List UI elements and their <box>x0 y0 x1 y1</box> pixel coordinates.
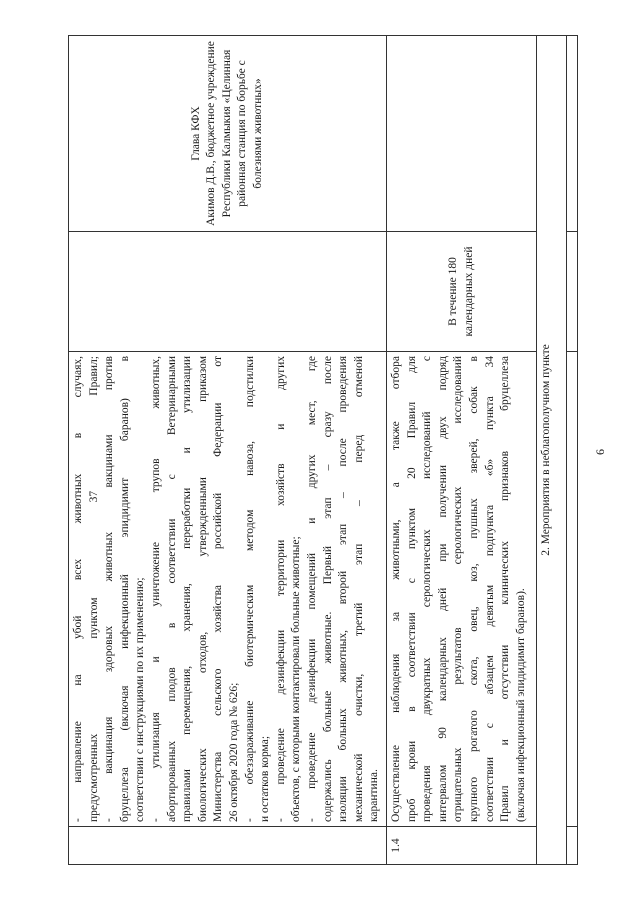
measure-line: - проведение дезинфекции помещений и других мест, где <box>305 356 318 822</box>
responsible-line: Акимов Д.В., бюджетное учреждение <box>205 41 218 226</box>
measure-line: соответствии с инструкциями по их применению; <box>134 577 147 822</box>
rotated-table-container <box>68 35 578 865</box>
table-row <box>387 36 537 865</box>
page-number: 6 <box>593 449 607 455</box>
row-number-cell: 1.4 <box>387 827 537 865</box>
measure-line: 26 октября 2020 года № 626; <box>227 682 240 822</box>
responsible-cell <box>387 36 537 232</box>
measure-line: - вакцинация здоровых животных вакцинами против <box>103 356 116 822</box>
measure-line: карантина. <box>368 769 381 822</box>
measure-cell <box>387 352 537 827</box>
measure-line: - утилизация и уничтожение трупов животных, <box>149 356 162 822</box>
measure-line: проведения двукратных серологических исследований с <box>421 356 434 822</box>
measure-line: биологических отходов, утвержденными приказом <box>196 356 209 822</box>
empty-cell <box>567 232 578 352</box>
measure-line: изоляции больных животных, второй этап – после проведения <box>337 356 350 822</box>
measure-line: проб крови в соответствии с пунктом 20 Правил для <box>405 356 418 822</box>
section-title: 2. Мероприятия в неблагополучном пункте <box>537 36 567 865</box>
measure-line: крупного рогатого скота, овец, коз, пушных зверей, собак в <box>467 356 480 822</box>
measure-line: Осуществление наблюдения за животными, а также отбора <box>390 356 402 822</box>
measure-line: предусмотренных пунктом 37 Правил; <box>87 356 100 822</box>
measure-cell <box>69 352 387 827</box>
document-sheet <box>68 35 578 865</box>
table-row <box>567 36 578 865</box>
measure-line: соответствии с абзацем девятым подпункта «б» пункта 34 <box>483 356 496 822</box>
section-header-row <box>537 36 567 865</box>
term-cell <box>387 232 537 352</box>
measure-line: - направление на убой всех животных в случаях, <box>72 356 84 822</box>
measure-line: - проведение дезинфекции территории хозяйств и других <box>274 356 287 822</box>
responsible-line: болезнями животных» <box>251 78 264 189</box>
measure-line: интервалом 90 календарных дней при получении двух подряд <box>436 356 449 822</box>
measure-line: - обеззараживание биотермическим методом навоза, подстилки <box>243 356 256 822</box>
term-cell <box>69 232 387 352</box>
measure-line: содержались больные животные. Первый этап – сразу после <box>321 356 334 822</box>
term-line: В течение 180 <box>446 257 459 326</box>
measure-line: бруцеллеза (включая инфекционный эпидидимит баранов) в <box>118 356 131 822</box>
measure-line: отрицательных результатов серологических исследований <box>452 356 465 822</box>
measure-line: механической очистки, третий этап – перед отменой <box>352 356 365 822</box>
responsible-line: районная станция по борьбе с <box>236 60 249 207</box>
responsible-line: Глава КФХ <box>189 106 202 161</box>
empty-cell <box>567 36 578 232</box>
measure-line: правилами перемещения, хранения, переработки и утилизации <box>181 356 194 822</box>
measure-line: Правил и отсутствии клинических признаков бруцеллеза <box>499 356 512 822</box>
measure-line: (включая инфекционный эпидидимит баранов). <box>514 588 527 822</box>
empty-cell <box>567 352 578 827</box>
measure-line: и остатков корма; <box>259 735 272 822</box>
measure-line: объектов, с которыми контактировали больные животные; <box>290 536 303 822</box>
responsible-line: Республики Калмыкия «Целинная <box>220 49 233 218</box>
term-line: календарных дней <box>462 246 475 337</box>
measure-line: абортированных плодов в соответствии с Ветеринарными <box>165 356 178 822</box>
responsible-cell <box>69 36 387 232</box>
row-number-cell <box>69 827 387 865</box>
measure-line: Министерства сельского хозяйства российской Федерации от <box>212 356 225 822</box>
measures-table <box>68 35 578 865</box>
empty-cell <box>567 827 578 865</box>
table-row <box>69 36 387 865</box>
